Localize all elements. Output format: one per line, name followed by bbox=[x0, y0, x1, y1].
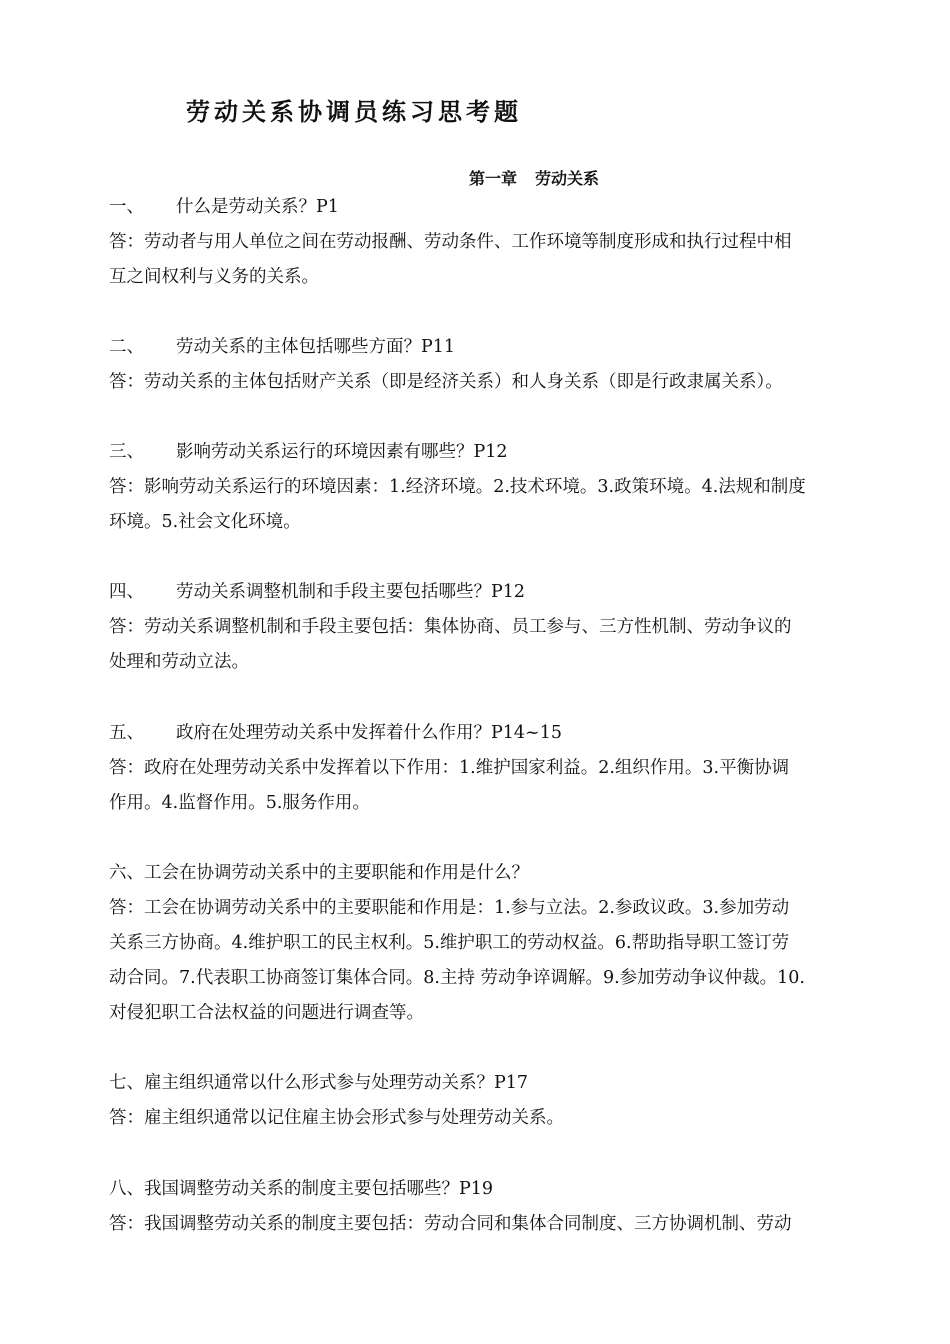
question-1 bbox=[109, 195, 849, 219]
answer-6-line-2: 关系三方协商。4.维护职工的民主权利。5.维护职工的劳动权益。6.帮助指导职工签订劳 bbox=[109, 933, 790, 953]
answer-8-line-1: 答：我国调整劳动关系的制度主要包括：劳动合同和集体合同制度、三方协调机制、劳动 bbox=[109, 1214, 792, 1234]
answer-2-line-1: 答：劳动关系的主体包括财产关系（即是经济关系）和人身关系（即是行政隶属关系）。 bbox=[109, 372, 783, 392]
question-number: 四、 bbox=[109, 582, 144, 602]
question-number: 三、 bbox=[109, 442, 144, 462]
question-8 bbox=[109, 1177, 849, 1201]
answer-1-line-2: 互之间权利与义务的关系。 bbox=[109, 267, 319, 287]
answer-6-line-3: 动合同。7.代表职工协商签订集体合同。8.主持 劳动争谇调解。9.参加劳动争议仲裁。10. bbox=[109, 968, 805, 988]
question-text: 影响劳动关系运行的环境因素有哪些？P12 bbox=[176, 442, 508, 462]
question-4 bbox=[109, 580, 849, 604]
answer-3-line-2: 环境。5.社会文化环境。 bbox=[109, 512, 301, 532]
question-number: 七、 bbox=[109, 1073, 144, 1093]
answer-4-line-1: 答：劳动关系调整机制和手段主要包括：集体协商、员工参与、三方性机制、劳动争议的 bbox=[109, 617, 792, 637]
question-text: 我国调整劳动关系的制度主要包括哪些？P19 bbox=[144, 1179, 494, 1199]
chapter-number: 第一章 bbox=[469, 169, 518, 188]
question-3 bbox=[109, 440, 849, 464]
question-number: 二、 bbox=[109, 337, 144, 357]
question-5 bbox=[109, 721, 849, 745]
chapter-name: 劳动关系 bbox=[535, 169, 600, 188]
question-text: 什么是劳动关系？P1 bbox=[176, 197, 339, 217]
answer-6-line-4: 对侵犯职工合法权益的问题进行调查等。 bbox=[109, 1003, 424, 1023]
question-number: 一、 bbox=[109, 197, 144, 217]
question-text: 劳动关系调整机制和手段主要包括哪些？P12 bbox=[176, 582, 526, 602]
answer-7-line-1: 答：雇主组织通常以记住雇主协会形式参与处理劳动关系。 bbox=[109, 1108, 564, 1128]
question-number: 六、 bbox=[109, 863, 144, 883]
chapter-heading bbox=[469, 166, 599, 189]
answer-6-line-1: 答：工会在协调劳动关系中的主要职能和作用是：1.参与立法。2.参政议政。3.参加劳动 bbox=[109, 898, 790, 918]
question-2 bbox=[109, 335, 849, 359]
answer-3-line-1: 答：影响劳动关系运行的环境因素：1.经济环境。2.技术环境。3.政策环境。4.法规和制度 bbox=[109, 477, 806, 497]
answer-5-line-1: 答：政府在处理劳动关系中发挥着以下作用：1.维护国家利益。2.组织作用。3.平衡协调 bbox=[109, 758, 790, 778]
document-title: 劳动关系协调员练习思考题 bbox=[186, 97, 522, 126]
answer-1-line-1: 答：劳动者与用人单位之间在劳动报酬、劳动条件、工作环境等制度形成和执行过程中相 bbox=[109, 232, 792, 252]
question-text: 雇主组织通常以什么形式参与处理劳动关系？P17 bbox=[144, 1073, 529, 1093]
question-text: 政府在处理劳动关系中发挥着什么作用？P14~15 bbox=[176, 723, 562, 743]
answer-4-line-2: 处理和劳动立法。 bbox=[109, 652, 249, 672]
question-text: 劳动关系的主体包括哪些方面？P11 bbox=[176, 337, 456, 357]
question-6 bbox=[109, 861, 849, 885]
answer-5-line-2: 作用。4.监督作用。5.服务作用。 bbox=[109, 793, 370, 813]
question-number: 八、 bbox=[109, 1179, 144, 1199]
question-7 bbox=[109, 1071, 849, 1095]
question-number: 五、 bbox=[109, 723, 144, 743]
question-text: 工会在协调劳动关系中的主要职能和作用是什么？ bbox=[144, 863, 529, 883]
